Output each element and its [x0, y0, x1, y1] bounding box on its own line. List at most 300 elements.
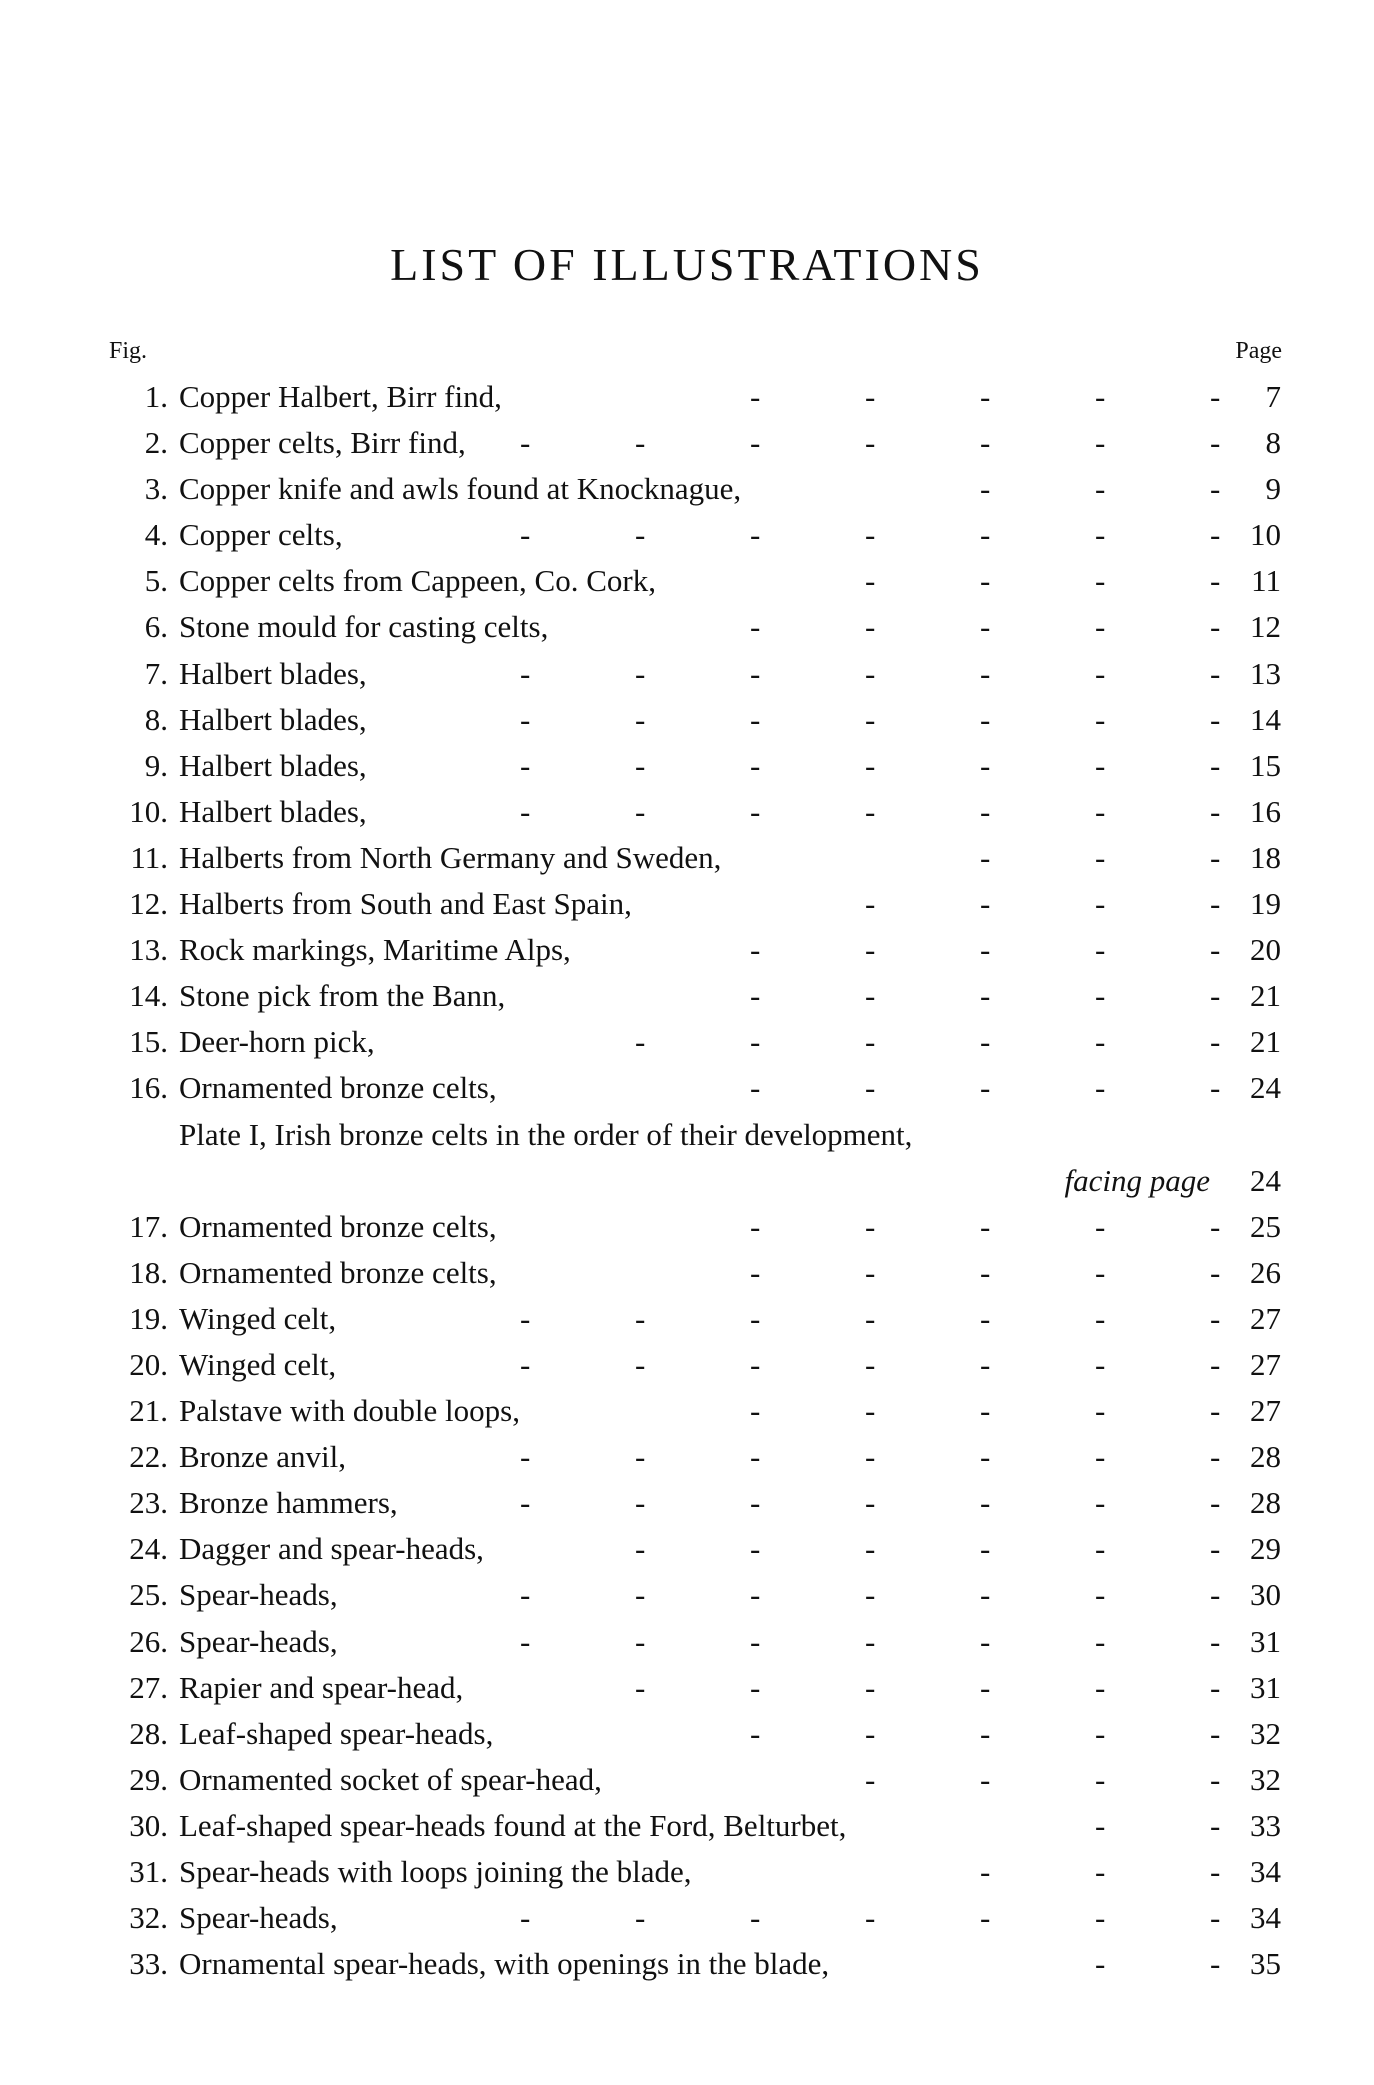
figure-number: 19. — [129, 1300, 168, 1336]
leader-dash: - — [750, 1439, 761, 1475]
list-item — [0, 420, 1374, 466]
leader-dash: - — [1210, 1346, 1221, 1382]
leader-dash: - — [980, 1623, 991, 1659]
list-item — [0, 835, 1374, 881]
leader-dash: - — [1095, 1070, 1106, 1106]
illustration-caption: Spear-heads, — [179, 1623, 338, 1659]
page-number: 31 — [1250, 1669, 1281, 1705]
list-item — [0, 1619, 1374, 1665]
figure-number: 29. — [129, 1761, 168, 1797]
figure-number: 27. — [129, 1669, 168, 1705]
leader-dash: - — [865, 1070, 876, 1106]
leader-dash: - — [520, 655, 531, 691]
illustration-caption: Palstave with double loops, — [179, 1393, 520, 1429]
leader-dash: - — [1095, 1208, 1106, 1244]
leader-dash: - — [1095, 1715, 1106, 1751]
leader-dash: - — [520, 1439, 531, 1475]
leader-dash: - — [635, 517, 646, 553]
leader-dash: - — [750, 1208, 761, 1244]
leader-dash: - — [1095, 886, 1106, 922]
illustration-caption: Stone mould for casting celts, — [179, 609, 549, 645]
facing-page-label: facing page — [1064, 1162, 1210, 1198]
list-item — [0, 1434, 1374, 1480]
figure-number: 30. — [129, 1807, 168, 1843]
leader-dash: - — [865, 379, 876, 414]
leader-dash: - — [1095, 471, 1106, 507]
illustration-caption: Spear-heads with loops joining the blade, — [179, 1854, 692, 1889]
leader-dash: - — [980, 793, 991, 829]
leader-dash: - — [750, 1900, 761, 1936]
leader-dash: - — [750, 1024, 761, 1060]
list-item — [0, 1065, 1374, 1111]
leader-dash: - — [980, 1669, 991, 1705]
leader-dash: - — [635, 1531, 646, 1567]
leader-dash: - — [750, 747, 761, 783]
leader-dash: - — [865, 609, 876, 645]
leader-dash: - — [980, 1254, 991, 1290]
list-item — [0, 512, 1374, 558]
leader-dash: - — [1095, 932, 1106, 968]
leader-dash: - — [1095, 1854, 1106, 1889]
page-number: 24 — [1250, 1070, 1281, 1106]
leader-dash: - — [980, 1024, 991, 1060]
leader-dash: - — [1210, 563, 1221, 599]
leader-dash: - — [750, 655, 761, 691]
illustration-caption: Deer-horn pick, — [179, 1024, 375, 1060]
fig-column-header: Fig. — [109, 338, 148, 364]
leader-dash: - — [1210, 1900, 1221, 1936]
page-number: 16 — [1250, 793, 1281, 829]
page-title: LIST OF ILLUSTRATIONS — [390, 239, 984, 290]
leader-dash: - — [635, 425, 646, 461]
illustration-caption: Bronze hammers, — [179, 1485, 398, 1521]
leader-dash: - — [1095, 839, 1106, 875]
leader-dash: - — [520, 1577, 531, 1613]
leader-dash: - — [1210, 1070, 1221, 1106]
leader-dash: - — [1210, 1024, 1221, 1060]
leader-dash: - — [520, 1623, 531, 1659]
leader-dash: - — [865, 517, 876, 553]
leader-dash: - — [1210, 1531, 1221, 1567]
leader-dash: - — [980, 1900, 991, 1936]
leader-dash: - — [865, 1254, 876, 1290]
page-number: 27 — [1250, 1300, 1281, 1336]
figure-number: 5. — [144, 563, 168, 599]
illustration-caption: Copper celts from Cappeen, Co. Cork, — [179, 563, 656, 599]
leader-dash: - — [1095, 1807, 1106, 1843]
leader-dash: - — [980, 978, 991, 1014]
leader-dash: - — [635, 1346, 646, 1382]
illustration-caption: Copper Halbert, Birr find, — [179, 379, 502, 414]
leader-dash: - — [520, 1300, 531, 1336]
leader-dash: - — [1210, 1439, 1221, 1475]
list-item — [0, 1250, 1374, 1296]
leader-dash: - — [1095, 517, 1106, 553]
leader-dash: - — [1210, 1577, 1221, 1613]
illustration-caption: Winged celt, — [179, 1346, 337, 1382]
page-number: 32 — [1250, 1715, 1281, 1751]
illustration-caption: Spear-heads, — [179, 1577, 338, 1613]
list-item — [0, 1296, 1374, 1342]
leader-dash: - — [1210, 1854, 1221, 1889]
leader-dash: - — [750, 517, 761, 553]
leader-dash: - — [635, 701, 646, 737]
leader-dash: - — [865, 701, 876, 737]
leader-dash: - — [1095, 1393, 1106, 1429]
leader-dash: - — [980, 471, 991, 507]
page-number: 12 — [1250, 609, 1281, 645]
leader-dash: - — [1210, 609, 1221, 645]
list-item — [0, 1388, 1374, 1434]
leader-dash: - — [635, 747, 646, 783]
figure-number: 6. — [144, 609, 168, 645]
leader-dash: - — [865, 1669, 876, 1705]
page-number: 27 — [1250, 1346, 1281, 1382]
list-item — [0, 1849, 1374, 1895]
leader-dash: - — [1095, 978, 1106, 1014]
page-number: 21 — [1250, 978, 1281, 1014]
leader-dash: - — [980, 1531, 991, 1567]
leader-dash: - — [980, 747, 991, 783]
figure-number: 9. — [144, 747, 168, 783]
leader-dash: - — [865, 1715, 876, 1751]
page-number: 32 — [1250, 1761, 1281, 1797]
leader-dash: - — [980, 517, 991, 553]
leader-dash: - — [1095, 1346, 1106, 1382]
leader-dash: - — [520, 517, 531, 553]
list-item — [0, 743, 1374, 789]
figure-number: 31. — [129, 1854, 168, 1889]
illustration-caption: Spear-heads, — [179, 1900, 338, 1936]
list-item — [0, 1711, 1374, 1757]
illustration-caption: Halbert blades, — [179, 701, 367, 737]
figure-number: 10. — [129, 793, 168, 829]
figure-number: 11. — [130, 839, 168, 875]
leader-dash: - — [1095, 1485, 1106, 1521]
page-number: 28 — [1250, 1439, 1281, 1475]
illustration-caption: Stone pick from the Bann, — [179, 978, 506, 1014]
page-number: 18 — [1250, 839, 1281, 875]
list-item — [0, 1572, 1374, 1618]
leader-dash: - — [865, 1024, 876, 1060]
page-number: 14 — [1250, 701, 1281, 737]
illustration-caption: Ornamented bronze celts, — [179, 1254, 497, 1290]
figure-number: 4. — [144, 517, 168, 553]
illustration-caption: Plate I, Irish bronze celts in the order of their development, — [179, 1116, 913, 1152]
leader-dash: - — [1210, 1669, 1221, 1705]
leader-dash: - — [980, 425, 991, 461]
page-number: 11 — [1251, 563, 1281, 599]
leader-dash: - — [1210, 517, 1221, 553]
leader-dash: - — [750, 701, 761, 737]
leader-dash: - — [865, 747, 876, 783]
leader-dash: - — [865, 793, 876, 829]
illustration-caption: Rock markings, Maritime Alps, — [179, 932, 571, 968]
page-number: 21 — [1250, 1024, 1281, 1060]
leader-dash: - — [1095, 425, 1106, 461]
leader-dash: - — [865, 886, 876, 922]
illustration-caption: Dagger and spear-heads, — [179, 1531, 484, 1567]
leader-dash: - — [865, 1900, 876, 1936]
leader-dash: - — [1210, 1946, 1221, 1982]
leader-dash: - — [865, 1208, 876, 1244]
figure-number: 20. — [129, 1346, 168, 1382]
leader-dash: - — [1210, 425, 1221, 461]
leader-dash: - — [1095, 1300, 1106, 1336]
figure-number: 2. — [144, 425, 168, 461]
page-number: 33 — [1250, 1807, 1281, 1843]
leader-dash: - — [980, 886, 991, 922]
leader-dash: - — [865, 1485, 876, 1521]
page-number: 13 — [1250, 655, 1281, 691]
leader-dash: - — [865, 1300, 876, 1336]
leader-dash: - — [1210, 747, 1221, 783]
leader-dash: - — [980, 1485, 991, 1521]
leader-dash: - — [1095, 379, 1106, 414]
figure-number: 28. — [129, 1715, 168, 1751]
list-item — [0, 1112, 1374, 1158]
leader-dash: - — [635, 1439, 646, 1475]
figure-number: 18. — [129, 1254, 168, 1290]
leader-dash: - — [865, 1577, 876, 1613]
illustration-caption: Halberts from North Germany and Sweden, — [179, 839, 722, 875]
leader-dash: - — [635, 1623, 646, 1659]
leader-dash: - — [1095, 1669, 1106, 1705]
list-item — [0, 1526, 1374, 1572]
list-item — [0, 1019, 1374, 1065]
list-item — [0, 466, 1374, 512]
page-number: 29 — [1250, 1531, 1281, 1567]
page-number: 27 — [1250, 1393, 1281, 1429]
leader-dash: - — [1210, 1300, 1221, 1336]
leader-dash: - — [520, 1900, 531, 1936]
leader-dash: - — [635, 1669, 646, 1705]
figure-number: 32. — [129, 1900, 168, 1936]
page-column-header: Page — [1235, 338, 1282, 364]
leader-dash: - — [750, 1254, 761, 1290]
leader-dash: - — [1210, 932, 1221, 968]
leader-dash: - — [750, 1300, 761, 1336]
illustration-caption: Leaf-shaped spear-heads, — [179, 1715, 494, 1751]
figure-number: 8. — [144, 701, 168, 737]
illustration-caption: Ornamented bronze celts, — [179, 1070, 497, 1106]
leader-dash: - — [635, 655, 646, 691]
leader-dash: - — [1210, 839, 1221, 875]
leader-dash: - — [635, 1900, 646, 1936]
figure-number: 33. — [129, 1946, 168, 1982]
leader-dash: - — [1095, 1439, 1106, 1475]
leader-dash: - — [1210, 701, 1221, 737]
list-item — [0, 1803, 1374, 1849]
leader-dash: - — [980, 1854, 991, 1889]
list-item — [0, 1941, 1374, 1987]
leader-dash: - — [980, 1577, 991, 1613]
figure-number: 15. — [129, 1024, 168, 1060]
leader-dash: - — [980, 1439, 991, 1475]
list-item — [0, 1480, 1374, 1526]
leader-dash: - — [1095, 1254, 1106, 1290]
illustration-caption: Ornamented socket of spear-head, — [179, 1761, 602, 1797]
illustration-caption: Halbert blades, — [179, 747, 367, 783]
list-item — [0, 697, 1374, 743]
figure-number: 3. — [144, 471, 168, 507]
leader-dash: - — [750, 379, 761, 414]
figure-number: 25. — [129, 1577, 168, 1613]
list-item — [0, 1158, 1374, 1204]
leader-dash: - — [1095, 1577, 1106, 1613]
leader-dash: - — [750, 1346, 761, 1382]
figure-number: 21. — [129, 1393, 168, 1429]
page-number: 34 — [1250, 1900, 1281, 1936]
figure-number: 12. — [129, 886, 168, 922]
page-number: 10 — [1250, 517, 1281, 553]
leader-dash: - — [865, 1623, 876, 1659]
leader-dash: - — [1210, 1623, 1221, 1659]
leader-dash: - — [980, 1393, 991, 1429]
leader-dash: - — [750, 1531, 761, 1567]
leader-dash: - — [865, 1531, 876, 1567]
leader-dash: - — [520, 747, 531, 783]
illustration-caption: Rapier and spear-head, — [179, 1669, 464, 1705]
leader-dash: - — [520, 1485, 531, 1521]
leader-dash: - — [980, 932, 991, 968]
figure-number: 7. — [144, 655, 168, 691]
leader-dash: - — [750, 1393, 761, 1429]
list-item — [0, 1342, 1374, 1388]
page-number: 30 — [1250, 1577, 1281, 1613]
leader-dash: - — [1210, 1761, 1221, 1797]
leader-dash: - — [1095, 701, 1106, 737]
illustration-caption: Leaf-shaped spear-heads found at the Ford, Belturbet, — [179, 1807, 847, 1843]
leader-dash: - — [1095, 793, 1106, 829]
illustration-caption: Ornamented bronze celts, — [179, 1208, 497, 1244]
leader-dash: - — [1210, 379, 1221, 414]
leader-dash: - — [865, 1439, 876, 1475]
leader-dash: - — [635, 1577, 646, 1613]
list-item — [0, 604, 1374, 650]
leader-dash: - — [865, 655, 876, 691]
leader-dash: - — [520, 1346, 531, 1382]
leader-dash: - — [1210, 471, 1221, 507]
leader-dash: - — [865, 1346, 876, 1382]
page-number: 25 — [1250, 1208, 1281, 1244]
leader-dash: - — [635, 1024, 646, 1060]
leader-dash: - — [1095, 747, 1106, 783]
leader-dash: - — [520, 701, 531, 737]
illustration-caption: Copper celts, Birr find, — [179, 425, 466, 461]
illustrations-list — [0, 374, 1374, 1987]
illustration-caption: Halbert blades, — [179, 793, 367, 829]
leader-dash: - — [635, 1485, 646, 1521]
leader-dash: - — [980, 839, 991, 875]
figure-number: 13. — [129, 932, 168, 968]
figure-number: 24. — [129, 1531, 168, 1567]
leader-dash: - — [750, 1669, 761, 1705]
leader-dash: - — [1210, 1715, 1221, 1751]
leader-dash: - — [1210, 1393, 1221, 1429]
leader-dash: - — [750, 793, 761, 829]
illustration-caption: Copper knife and awls found at Knocknague, — [179, 471, 742, 507]
leader-dash: - — [750, 978, 761, 1014]
page-number: 34 — [1250, 1854, 1281, 1889]
leader-dash: - — [520, 425, 531, 461]
illustration-caption: Bronze anvil, — [179, 1439, 347, 1475]
page-number: 7 — [1265, 379, 1281, 414]
page-number: 19 — [1250, 886, 1281, 922]
leader-dash: - — [865, 978, 876, 1014]
leader-dash: - — [750, 1070, 761, 1106]
leader-dash: - — [865, 1761, 876, 1797]
leader-dash: - — [980, 1715, 991, 1751]
list-item — [0, 1665, 1374, 1711]
leader-dash: - — [980, 563, 991, 599]
page-number: 20 — [1250, 932, 1281, 968]
leader-dash: - — [1210, 1485, 1221, 1521]
leader-dash: - — [1210, 978, 1221, 1014]
figure-number: 14. — [129, 978, 168, 1014]
leader-dash: - — [1095, 1024, 1106, 1060]
figure-number: 1. — [144, 379, 168, 414]
leader-dash: - — [750, 1623, 761, 1659]
illustration-caption: Winged celt, — [179, 1300, 337, 1336]
leader-dash: - — [1095, 1623, 1106, 1659]
illustration-caption: Halbert blades, — [179, 655, 367, 691]
page-number: 28 — [1250, 1485, 1281, 1521]
figure-number: 16. — [129, 1070, 168, 1106]
leader-dash: - — [635, 793, 646, 829]
page-number: 24 — [1250, 1162, 1281, 1198]
leader-dash: - — [1095, 1761, 1106, 1797]
leader-dash: - — [865, 563, 876, 599]
list-item — [0, 651, 1374, 697]
leader-dash: - — [980, 1070, 991, 1106]
leader-dash: - — [980, 379, 991, 414]
leader-dash: - — [980, 609, 991, 645]
leader-dash: - — [1095, 655, 1106, 691]
leader-dash: - — [980, 1208, 991, 1244]
illustration-caption: Copper celts, — [179, 517, 343, 553]
list-item — [0, 374, 1374, 420]
leader-dash: - — [980, 1346, 991, 1382]
leader-dash: - — [980, 655, 991, 691]
leader-dash: - — [1095, 563, 1106, 599]
leader-dash: - — [980, 1300, 991, 1336]
leader-dash: - — [1210, 1807, 1221, 1843]
leader-dash: - — [1210, 886, 1221, 922]
leader-dash: - — [1210, 655, 1221, 691]
list-item — [0, 558, 1374, 604]
leader-dash: - — [1210, 1254, 1221, 1290]
list-item — [0, 1757, 1374, 1803]
illustration-caption: Ornamental spear-heads, with openings in the blade, — [179, 1946, 830, 1982]
list-item — [0, 1895, 1374, 1941]
list-item — [0, 927, 1374, 973]
page-number: 9 — [1265, 471, 1281, 507]
list-item — [0, 1204, 1374, 1250]
leader-dash: - — [750, 1715, 761, 1751]
figure-number: 17. — [129, 1208, 168, 1244]
page-number: 15 — [1250, 747, 1281, 783]
leader-dash: - — [1095, 609, 1106, 645]
leader-dash: - — [635, 1300, 646, 1336]
leader-dash: - — [1095, 1946, 1106, 1982]
leader-dash: - — [750, 1577, 761, 1613]
page-number: 26 — [1250, 1254, 1281, 1290]
figure-number: 23. — [129, 1485, 168, 1521]
leader-dash: - — [865, 932, 876, 968]
page-number: 31 — [1250, 1623, 1281, 1659]
leader-dash: - — [750, 609, 761, 645]
